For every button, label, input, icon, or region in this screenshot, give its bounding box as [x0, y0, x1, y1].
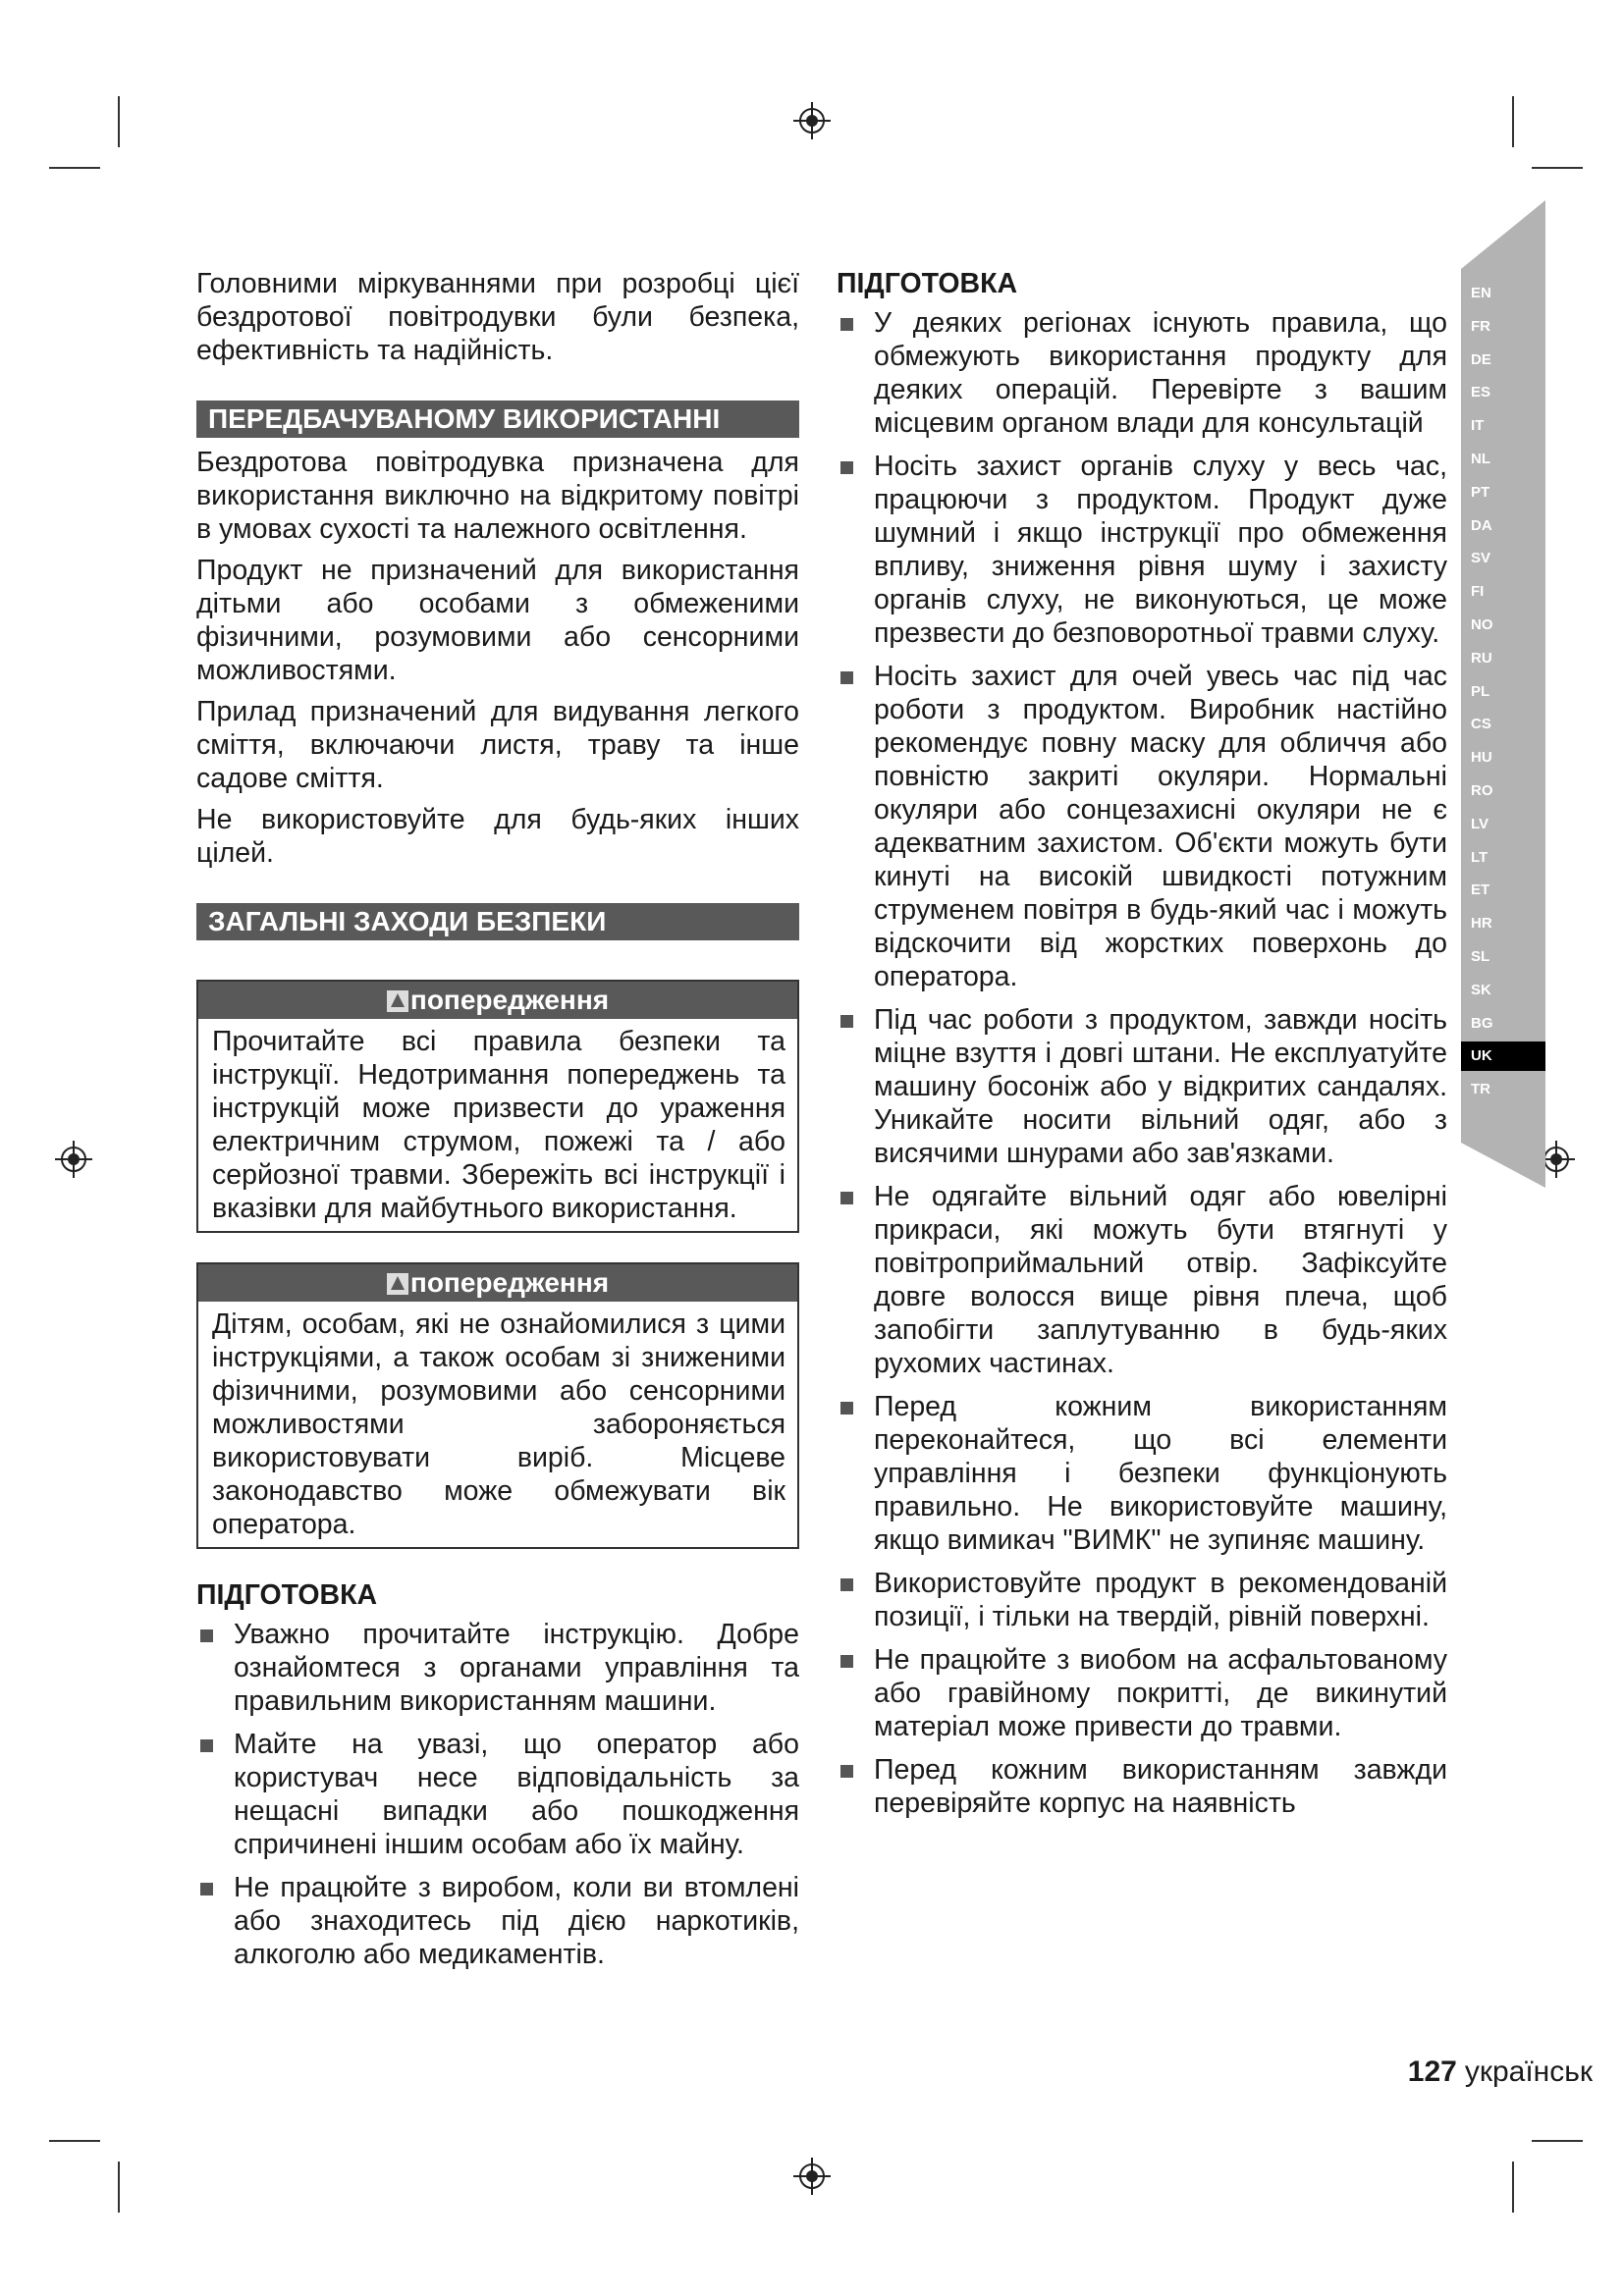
- intended-use-paragraph: Продукт не призначений для використання дітьми або особами з обмеженими фізичними, розумовими або сенсорними можливостями.: [196, 555, 799, 686]
- list-item: Перед кожним використанням переконайтеся, що всі елементи управління і безпеки функціонують правильно. Не використовуйте машину, якщо вимикач "ВИМК" не зупиняє машину.: [837, 1390, 1447, 1557]
- warning-title: [198, 982, 797, 1019]
- bullet-icon: [840, 1402, 853, 1415]
- language-tab-pt[interactable]: PT: [1471, 483, 1490, 501]
- language-tab-da[interactable]: DA: [1471, 516, 1492, 534]
- warning-title: [198, 1264, 797, 1302]
- language-tab-lv[interactable]: LV: [1471, 815, 1489, 832]
- bullet-icon: [840, 1655, 853, 1668]
- language-tab-bg[interactable]: BG: [1471, 1014, 1493, 1032]
- bullet-icon: [840, 1015, 853, 1028]
- language-tab-ro[interactable]: RO: [1471, 782, 1493, 799]
- list-item: Майте на увазі, що оператор або користувач несе відповідальність за нещасні випадки або пошкодження спричинені іншим особам або їх майну.: [196, 1728, 799, 1861]
- crop-mark: [118, 96, 120, 147]
- intended-use-paragraph: Прилад призначений для видування легкого сміття, включаючи листя, траву та інше садове сміття.: [196, 696, 799, 794]
- list-item: Використовуйте продукт в рекомендованій позиції, і тільки на твердій, рівній поверхні.: [837, 1567, 1447, 1633]
- bullet-icon: [840, 1578, 853, 1591]
- language-tab-nl[interactable]: NL: [1471, 451, 1490, 467]
- language-tab-sl[interactable]: SL: [1471, 948, 1490, 965]
- language-tab-fi[interactable]: FI: [1471, 583, 1485, 601]
- language-tab-ru[interactable]: RU: [1471, 649, 1492, 667]
- language-tab-no[interactable]: NO: [1471, 616, 1493, 633]
- warning-box: [196, 1262, 799, 1549]
- list-item: Носіть захист для очей увесь час під час роботи з продуктом. Виробник настійно рекомендує повну маску для обличчя або повністю закриті окуляри. Нормальні окуляри або сонцезахисні окуляри не є адекватним захистом. Об'єкти можуть бути кинуті на високій швидкості потужним струменем повітря в будь-який час і можуть відскочити від жорстких поверхонь до оператора.: [837, 660, 1447, 993]
- bullet-icon: [840, 461, 853, 474]
- warning-icon: [387, 990, 408, 1012]
- list-item: Під час роботи з продуктом, завжди носіть міцне взуття і довгі штани. Не експлуатуйте машину босоніж або у відкритих сандалях. Уникайте носити вільний одяг, або з висячими шнурами або зав'язками.: [837, 1003, 1447, 1170]
- language-tab-sv[interactable]: SV: [1471, 550, 1491, 567]
- language-tab-strip: [1461, 200, 1545, 1188]
- footer-language: українськ: [1464, 2056, 1593, 2088]
- list-item: Не працюйте з виробом, коли ви втомлені або знаходитесь під дією наркотиків, алкоголю або медикаментів.: [196, 1871, 799, 1971]
- language-tab-en[interactable]: EN: [1471, 285, 1491, 301]
- preparation-list: [837, 306, 1447, 1820]
- preparation-heading: ПІДГОТОВКА: [196, 1579, 378, 1611]
- crop-mark: [49, 167, 100, 169]
- registration-mark-icon: [793, 2158, 831, 2195]
- warning-text: Дітям, особам, які не ознайомилися з цими інструкціями, а також особам зі зниженими фізичними, розумовими або сенсорними можливостями забороняється використовувати виріб. Місцеве законодавство може обмежувати вік оператора.: [212, 1308, 785, 1540]
- preparation-list: [196, 1618, 799, 1971]
- crop-mark: [1532, 167, 1583, 169]
- list-item: Перед кожним використанням завжди перевіряйте корпус на наявність: [837, 1753, 1447, 1820]
- crop-mark: [1532, 2140, 1583, 2142]
- registration-mark-icon: [793, 102, 831, 139]
- language-tab-tr[interactable]: TR: [1471, 1081, 1490, 1098]
- intended-use-paragraph: Не використовуйте для будь-яких інших цілей.: [196, 804, 799, 869]
- general-safety-heading: ЗАГАЛЬНІ ЗАХОДИ БЕЗПЕКИ: [196, 903, 799, 940]
- language-tab-et[interactable]: ET: [1471, 881, 1490, 899]
- language-tab-cs[interactable]: CS: [1471, 716, 1491, 733]
- warning-title-text: попередження: [409, 1267, 610, 1298]
- bullet-icon: [200, 1883, 213, 1896]
- list-item: Носіть захист органів слуху у весь час, працюючи з продуктом. Продукт дуже шумний і якщо інструкції про обмеження впливу, зниження рівня шуму і захисту органів слуху, не виконуються, це може презвести до безповоротньої травми слуху.: [837, 450, 1447, 650]
- crop-mark: [118, 2162, 120, 2213]
- page-number: 127: [1407, 2056, 1457, 2088]
- list-item: У деяких регіонах існують правила, що обмежують використання продукту для деяких операцій. Перевірте з вашим місцевим органом влади для консультацій: [837, 306, 1447, 440]
- intended-use-paragraph: Бездротова повітродувка призначена для використання виключно на відкритому повітрі в умовах сухості та належного освітлення.: [196, 447, 799, 545]
- bullet-icon: [840, 1192, 853, 1204]
- intended-use-heading: ПЕРЕДБАЧУВАНОМУ ВИКОРИСТАННІ: [196, 400, 799, 438]
- bullet-icon: [840, 671, 853, 684]
- warning-text: Прочитайте всі правила безпеки та інструкції. Недотримання попереджень та інструкцій може призвести до ураження електричним струмом, пожежі та / або серйозної травми. Збережіть всі інструкції і вказівки для майбутнього використання.: [212, 1026, 785, 1224]
- preparation-heading: ПІДГОТОВКА: [837, 268, 1018, 299]
- list-item: Не працюйте з виобом на асфальтованому або гравійному покритті, де викинутий матеріал може привести до травми.: [837, 1643, 1447, 1743]
- warning-icon: [387, 1273, 408, 1295]
- list-item: Уважно прочитайте інструкцію. Добре ознайомтеся з органами управління та правильним використанням машини.: [196, 1618, 799, 1718]
- right-column: [837, 267, 1447, 1830]
- bullet-icon: [200, 1629, 213, 1642]
- page-footer: [1408, 2056, 1593, 2089]
- warning-title-text: попередження: [409, 985, 610, 1015]
- language-tab-lt[interactable]: LT: [1471, 848, 1489, 866]
- bullet-icon: [200, 1739, 213, 1752]
- list-item: Не одягайте вільний одяг або ювелірні прикраси, які можуть бути втягнуті у повітроприймальний отвір. Зафіксуйте довге волосся вище рівня плеча, щоб запобігти заплутуванню в будь-яких рухомих частинах.: [837, 1180, 1447, 1380]
- language-tab-sk[interactable]: SK: [1471, 981, 1491, 998]
- registration-mark-icon: [55, 1141, 92, 1178]
- language-tab-pl[interactable]: PL: [1471, 682, 1490, 700]
- left-column: [196, 267, 799, 1981]
- crop-mark: [1512, 96, 1514, 147]
- language-tab-hr[interactable]: HR: [1471, 915, 1492, 933]
- bullet-icon: [840, 1765, 853, 1778]
- intro-paragraph: Головними міркуваннями при розробці цієї бездротової повітродувки були безпека, ефективність та надійність.: [196, 268, 799, 366]
- language-tab-fr[interactable]: FR: [1471, 317, 1490, 335]
- warning-box: [196, 980, 799, 1233]
- language-tab-it[interactable]: IT: [1471, 417, 1485, 435]
- bullet-icon: [840, 318, 853, 331]
- crop-mark: [1512, 2162, 1514, 2213]
- crop-mark: [49, 2140, 100, 2142]
- language-tab-es[interactable]: ES: [1471, 384, 1491, 401]
- language-tab-hu[interactable]: HU: [1471, 749, 1492, 767]
- language-tab-uk[interactable]: UK: [1461, 1041, 1545, 1071]
- language-tab-de[interactable]: DE: [1471, 350, 1491, 368]
